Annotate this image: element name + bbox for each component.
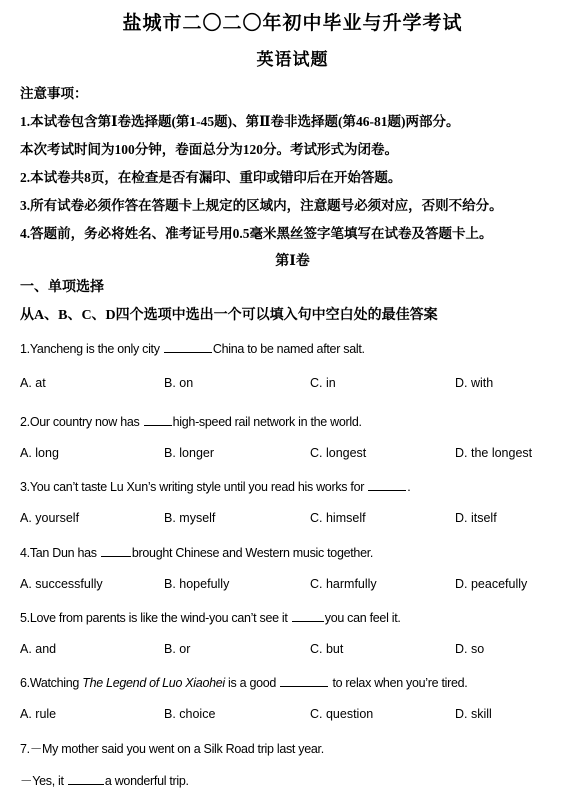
option-c[interactable]: C. himself — [310, 511, 366, 525]
notes-heading: 注意事项： — [20, 86, 88, 101]
option-a[interactable]: A. yourself — [20, 511, 80, 525]
note-line-4: 3.所有试卷必须作答在答题卡上规定的区域内，注意题号必须对应，否则不给分。 — [20, 198, 503, 213]
note-line-3: 2.本试卷共8页，在检查是否有漏印、重印或错印后在开始答题。 — [20, 170, 402, 185]
option-d[interactable]: D. itself — [455, 511, 497, 525]
question-6 — [20, 674, 467, 690]
question-2 — [20, 413, 362, 429]
answer-blank — [292, 609, 324, 622]
option-b[interactable]: B. choice — [164, 707, 216, 721]
book-title: The Legend of Luo Xiaohei — [82, 676, 225, 690]
answer-blank — [164, 340, 212, 353]
option-d[interactable]: D. peacefully — [455, 577, 528, 591]
question-text: 5.Love from parents is like the wind-you can’t see it — [20, 611, 291, 625]
note-line-5: 4.答题前，务必将姓名、准考证号用0.5毫米黑丝签字笔填写在试卷及答题卡上。 — [20, 226, 493, 241]
answer-blank — [101, 544, 131, 557]
question-text: 1.Yancheng is the only city — [20, 342, 163, 356]
question-1 — [20, 340, 365, 356]
option-c[interactable]: C. harmfully — [310, 577, 377, 591]
exam-title: 盐城市二〇二〇年初中毕业与升学考试 — [122, 13, 463, 34]
question-text: China to be named after salt. — [212, 342, 365, 356]
option-a[interactable]: A. successfully — [20, 577, 103, 591]
option-b[interactable]: B. or — [164, 642, 191, 656]
question-5 — [20, 609, 401, 625]
option-c[interactable]: C. but — [310, 642, 344, 656]
option-d[interactable]: D. the longest — [455, 446, 533, 460]
option-a[interactable]: A. at — [20, 376, 46, 390]
exam-subtitle: 英语试题 — [256, 50, 329, 69]
option-a[interactable]: A. and — [20, 642, 57, 656]
option-c[interactable]: C. in — [310, 376, 336, 390]
question-3 — [20, 478, 410, 494]
note-line-2: 本次考试时间为100分钟，卷面总分为120分。考试形式为闭卷。 — [20, 142, 398, 157]
question-7-reply — [20, 771, 189, 789]
option-c[interactable]: C. question — [310, 707, 374, 721]
question-text: a wonderful trip. — [104, 774, 189, 788]
question-text: . — [407, 480, 411, 494]
option-c[interactable]: C. longest — [310, 446, 367, 460]
option-a[interactable]: A. long — [20, 446, 59, 460]
part-instruction: 从A、B、C、D四个选项中选出一个可以填入句中空白处的最佳答案 — [20, 308, 438, 323]
answer-blank — [68, 772, 104, 785]
question-text: is a good — [224, 676, 280, 690]
question-text: 6.Watching — [20, 676, 83, 690]
option-b[interactable]: B. on — [164, 376, 194, 390]
question-text: 3.You can’t taste Lu Xun’s writing style until you read his works for — [20, 480, 368, 494]
option-d[interactable]: D. with — [455, 376, 494, 390]
answer-blank — [368, 478, 406, 491]
option-d[interactable]: D. skill — [455, 707, 492, 721]
question-text: to relax when you’re tired. — [329, 676, 468, 690]
option-b[interactable]: B. myself — [164, 511, 216, 525]
question-text: －Yes, it — [20, 774, 67, 788]
note-line-1: 1.本试卷包含第Ⅰ卷选择题(第1-45题)、第Ⅱ卷非选择题(第46-81题)两部分。 — [20, 114, 460, 129]
question-text: high-speed rail network in the world. — [172, 415, 362, 429]
section-title: 第Ⅰ卷 — [275, 254, 310, 269]
answer-blank — [144, 413, 172, 426]
option-d[interactable]: D. so — [455, 642, 485, 656]
answer-blank — [280, 674, 328, 687]
option-a[interactable]: A. rule — [20, 707, 57, 721]
option-b[interactable]: B. hopefully — [164, 577, 230, 591]
option-b[interactable]: B. longer — [164, 446, 215, 460]
question-text: you can feel it. — [324, 611, 401, 625]
question-7: 7.－My mother said you went on a Silk Road trip last year. — [20, 742, 324, 756]
question-4 — [20, 544, 373, 560]
part-heading: 一、单项选择 — [20, 280, 104, 295]
question-text: brought Chinese and Western music together. — [131, 546, 374, 560]
question-text: 2.Our country now has — [20, 415, 143, 429]
question-text: 4.Tan Dun has — [20, 546, 100, 560]
